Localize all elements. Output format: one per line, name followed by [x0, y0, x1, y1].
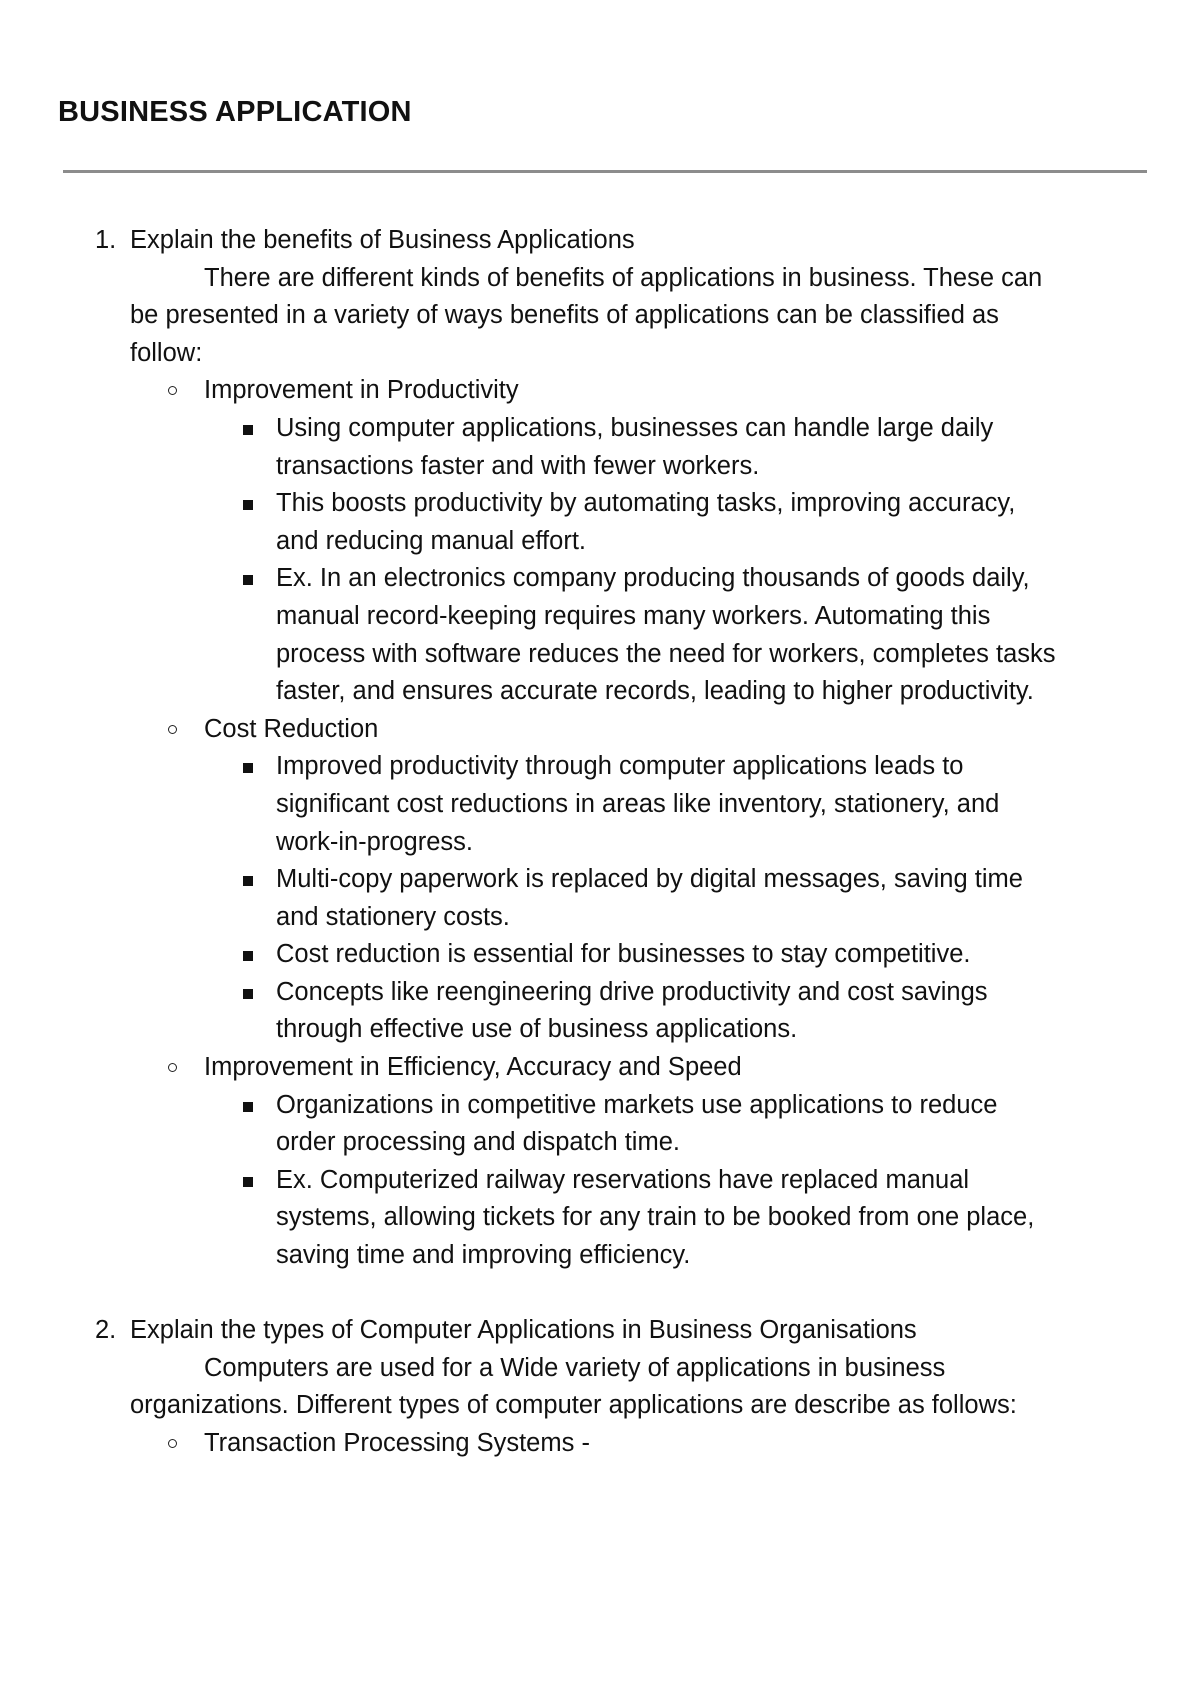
bullet-point-line: [0, 899, 1200, 937]
square-bullet-icon: [243, 1102, 253, 1112]
bullet-text: saving time and improving efficiency.: [276, 1241, 691, 1270]
bullet-point-line: [0, 936, 1200, 974]
circle-bullet-icon: [168, 1439, 177, 1448]
topic-label: Improvement in Productivity: [204, 376, 519, 405]
bullet-point-line: [0, 748, 1200, 786]
square-bullet-icon: [243, 1177, 253, 1187]
bullet-point-line: [0, 1199, 1200, 1237]
square-bullet-icon: [243, 876, 253, 886]
bullet-point-line: [0, 560, 1200, 598]
topic-item: [0, 711, 1200, 749]
square-bullet-icon: [243, 763, 253, 773]
section-number: 2.: [95, 1316, 117, 1345]
bullet-text: manual record-keeping requires many workers. Automating this: [276, 601, 991, 630]
bullet-text: Ex. In an electronics company producing thousands of goods daily,: [276, 564, 1030, 593]
bullet-point-line: [0, 786, 1200, 824]
topic-item: [0, 1425, 1200, 1463]
intro-line: organizations. Different types of computer applications are describe as follows:: [130, 1391, 1017, 1420]
intro-line: There are different kinds of benefits of applications in business. These can: [204, 263, 1043, 292]
circle-bullet-icon: [168, 725, 177, 734]
bullet-point-line: [0, 974, 1200, 1012]
square-bullet-icon: [243, 951, 253, 961]
bullet-point-line: [0, 824, 1200, 862]
horizontal-divider: [63, 170, 1147, 173]
bullet-point-line: [0, 1087, 1200, 1125]
bullet-text: work-in-progress.: [276, 827, 473, 856]
bullet-point-line: [0, 410, 1200, 448]
bullet-point-line: [0, 1124, 1200, 1162]
bullet-point-line: [0, 1162, 1200, 1200]
circle-bullet-icon: [168, 1063, 177, 1072]
bullet-text: systems, allowing tickets for any train to be booked from one place,: [276, 1203, 1035, 1232]
topic-label: Transaction Processing Systems -: [204, 1429, 590, 1457]
bullet-point-line: [0, 636, 1200, 674]
bullet-text: faster, and ensures accurate records, leading to higher productivity.: [276, 677, 1034, 706]
section-heading-text: Explain the benefits of Business Applications: [130, 226, 635, 254]
topic-item: [0, 372, 1200, 410]
square-bullet-icon: [243, 575, 253, 585]
bullet-text: Cost reduction is essential for businesses to stay competitive.: [276, 940, 971, 969]
bullet-text: Concepts like reengineering drive productivity and cost savings: [276, 977, 988, 1006]
bullet-point-line: [0, 673, 1200, 711]
square-bullet-icon: [243, 989, 253, 999]
topic-item: [0, 1049, 1200, 1087]
section-gap: [0, 1275, 1200, 1313]
bullet-text: Ex. Computerized railway reservations have replaced manual: [276, 1165, 970, 1194]
bullet-text: and reducing manual effort.: [276, 526, 586, 555]
section-heading: [0, 1312, 1200, 1350]
intro-line: be presented in a variety of ways benefits of applications can be classified as: [130, 301, 999, 330]
bullet-text: order processing and dispatch time.: [276, 1128, 680, 1157]
bullet-text: significant cost reductions in areas like inventory, stationery, and: [276, 789, 1000, 818]
bullet-point-line: [0, 1237, 1200, 1275]
bullet-point-line: [0, 861, 1200, 899]
section-heading-text: Explain the types of Computer Applications in Business Organisations: [130, 1316, 917, 1345]
intro-line: follow:: [130, 338, 203, 367]
bullet-text: Organizations in competitive markets use applications to reduce: [276, 1090, 998, 1119]
bullet-text: through effective use of business applications.: [276, 1015, 798, 1044]
bullet-text: Multi-copy paperwork is replaced by digital messages, saving time: [276, 865, 1023, 894]
section-heading: [0, 222, 1200, 260]
bullet-text: Using computer applications, businesses can handle large daily: [276, 413, 994, 442]
bullet-point-line: [0, 448, 1200, 486]
square-bullet-icon: [243, 500, 253, 510]
bullet-point-line: [0, 523, 1200, 561]
section-number: 1.: [95, 226, 117, 254]
bullet-point-line: [0, 1011, 1200, 1049]
topic-label: Improvement in Efficiency, Accuracy and Speed: [204, 1053, 742, 1082]
page-title: BUSINESS APPLICATION: [58, 96, 412, 128]
bullet-text: This boosts productivity by automating tasks, improving accuracy,: [276, 489, 1016, 518]
circle-bullet-icon: [168, 386, 177, 395]
bullet-text: and stationery costs.: [276, 902, 510, 931]
document-body: [0, 222, 1200, 1463]
bullet-point-line: [0, 598, 1200, 636]
bullet-point-line: [0, 485, 1200, 523]
bullet-text: process with software reduces the need for workers, completes tasks: [276, 639, 1056, 668]
bullet-text: transactions faster and with fewer workers.: [276, 451, 760, 480]
intro-line: Computers are used for a Wide variety of applications in business: [204, 1353, 946, 1382]
topic-label: Cost Reduction: [204, 714, 379, 743]
square-bullet-icon: [243, 425, 253, 435]
bullet-text: Improved productivity through computer applications leads to: [276, 752, 964, 781]
